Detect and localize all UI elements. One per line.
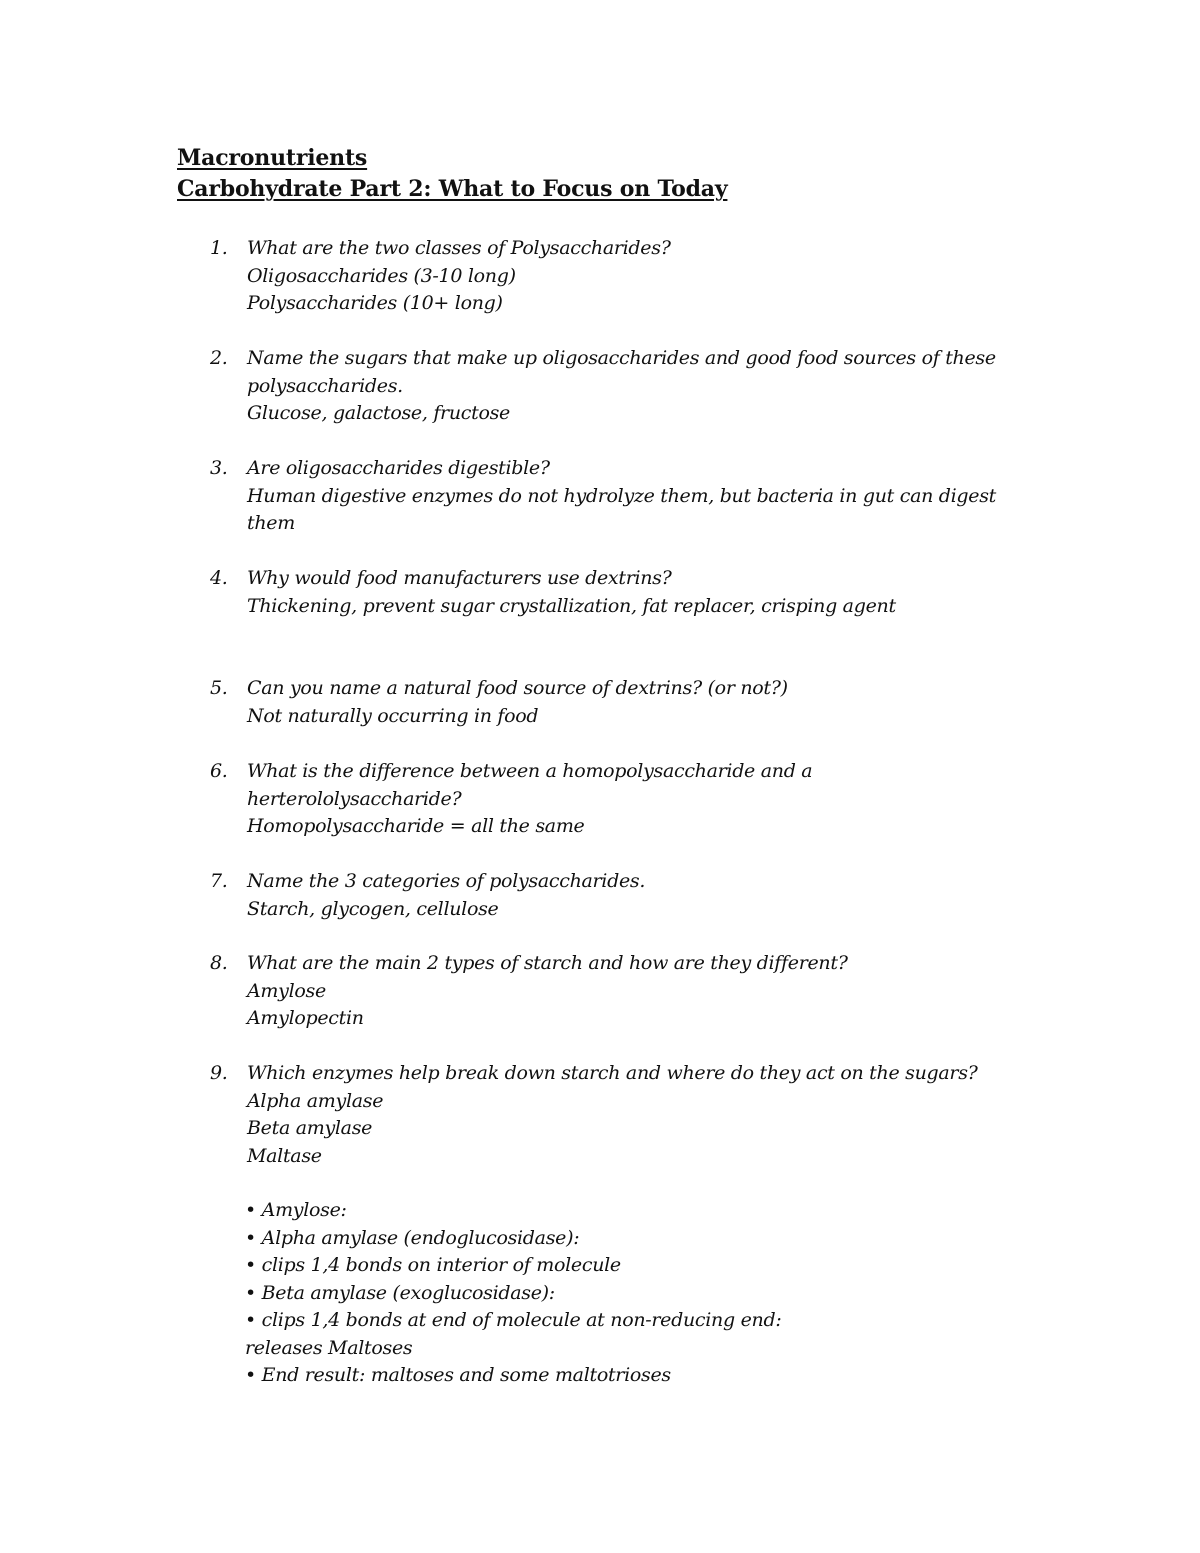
- question-number: 8.: [210, 952, 228, 974]
- answer-text: Amylopectin: [247, 1007, 364, 1029]
- question-text: polysaccharides.: [247, 374, 403, 397]
- question-text: herterololysaccharide?: [247, 787, 462, 810]
- question-number: 9.: [210, 1062, 228, 1084]
- question-number: 1.: [210, 237, 228, 259]
- document-header: [177, 143, 727, 205]
- bullet-item: • End result: maltoses and some maltotrioses: [245, 1364, 671, 1386]
- question-number: 3.: [210, 457, 228, 479]
- document-title: Macronutrients: [177, 145, 368, 171]
- question-text: Can you name a natural food source of dextrins? (or not?): [247, 677, 788, 699]
- question-number: 2.: [210, 347, 228, 369]
- answer-text: Amylose: [247, 979, 326, 1002]
- question-text: What are the main 2 types of starch and how are they different?: [247, 952, 848, 974]
- answer-text: Not naturally occurring in food: [247, 704, 539, 727]
- answer-text: Polysaccharides (10+ long): [247, 292, 503, 314]
- question-text: Are oligosaccharides digestible?: [247, 457, 550, 479]
- question-number: 6.: [210, 760, 228, 782]
- question-text: What are the two classes of Polysaccharides?: [247, 237, 671, 259]
- question-text: Why would food manufacturers use dextrins?: [247, 567, 672, 589]
- question-number: 5.: [210, 677, 228, 699]
- answer-text: them: [247, 512, 295, 534]
- question-number: 4.: [210, 567, 228, 589]
- answer-text: Human digestive enzymes do not hydrolyze them, but bacteria in gut can digest: [247, 484, 997, 507]
- bullet-item: • Beta amylase (exoglucosidase):: [245, 1281, 555, 1304]
- answer-text: Maltase: [247, 1144, 322, 1167]
- answer-text: Thickening, prevent sugar crystallization, fat replacer, crisping agent: [247, 594, 896, 617]
- question-number: 7.: [210, 870, 228, 892]
- document-subtitle: Carbohydrate Part 2: What to Focus on Today: [177, 176, 728, 202]
- bullet-item: • clips 1,4 bonds on interior of molecule: [245, 1254, 621, 1276]
- answer-text: Homopolysaccharide = all the same: [247, 815, 585, 837]
- bullet-item: • Amylose:: [245, 1199, 347, 1221]
- bullet-item: releases Maltoses: [245, 1336, 413, 1359]
- answer-text: Beta amylase: [247, 1117, 373, 1139]
- answer-text: Starch, glycogen, cellulose: [247, 897, 499, 920]
- answer-text: Alpha amylase: [247, 1089, 384, 1112]
- question-text: Name the 3 categories of polysaccharides.: [247, 870, 646, 892]
- bullet-item: • Alpha amylase (endoglucosidase):: [245, 1226, 580, 1249]
- answer-text: Glucose, galactose, fructose: [247, 402, 510, 424]
- answer-text: Oligosaccharides (3-10 long): [247, 264, 516, 287]
- question-text: Name the sugars that make up oligosaccharides and good food sources of these: [247, 347, 996, 369]
- question-text: What is the difference between a homopolysaccharide and a: [247, 760, 813, 782]
- bullet-notes: [245, 1197, 781, 1390]
- bullet-item: • clips 1,4 bonds at end of molecule at non-reducing end:: [245, 1309, 782, 1331]
- question-text: Which enzymes help break down starch and where do they act on the sugars?: [247, 1062, 978, 1084]
